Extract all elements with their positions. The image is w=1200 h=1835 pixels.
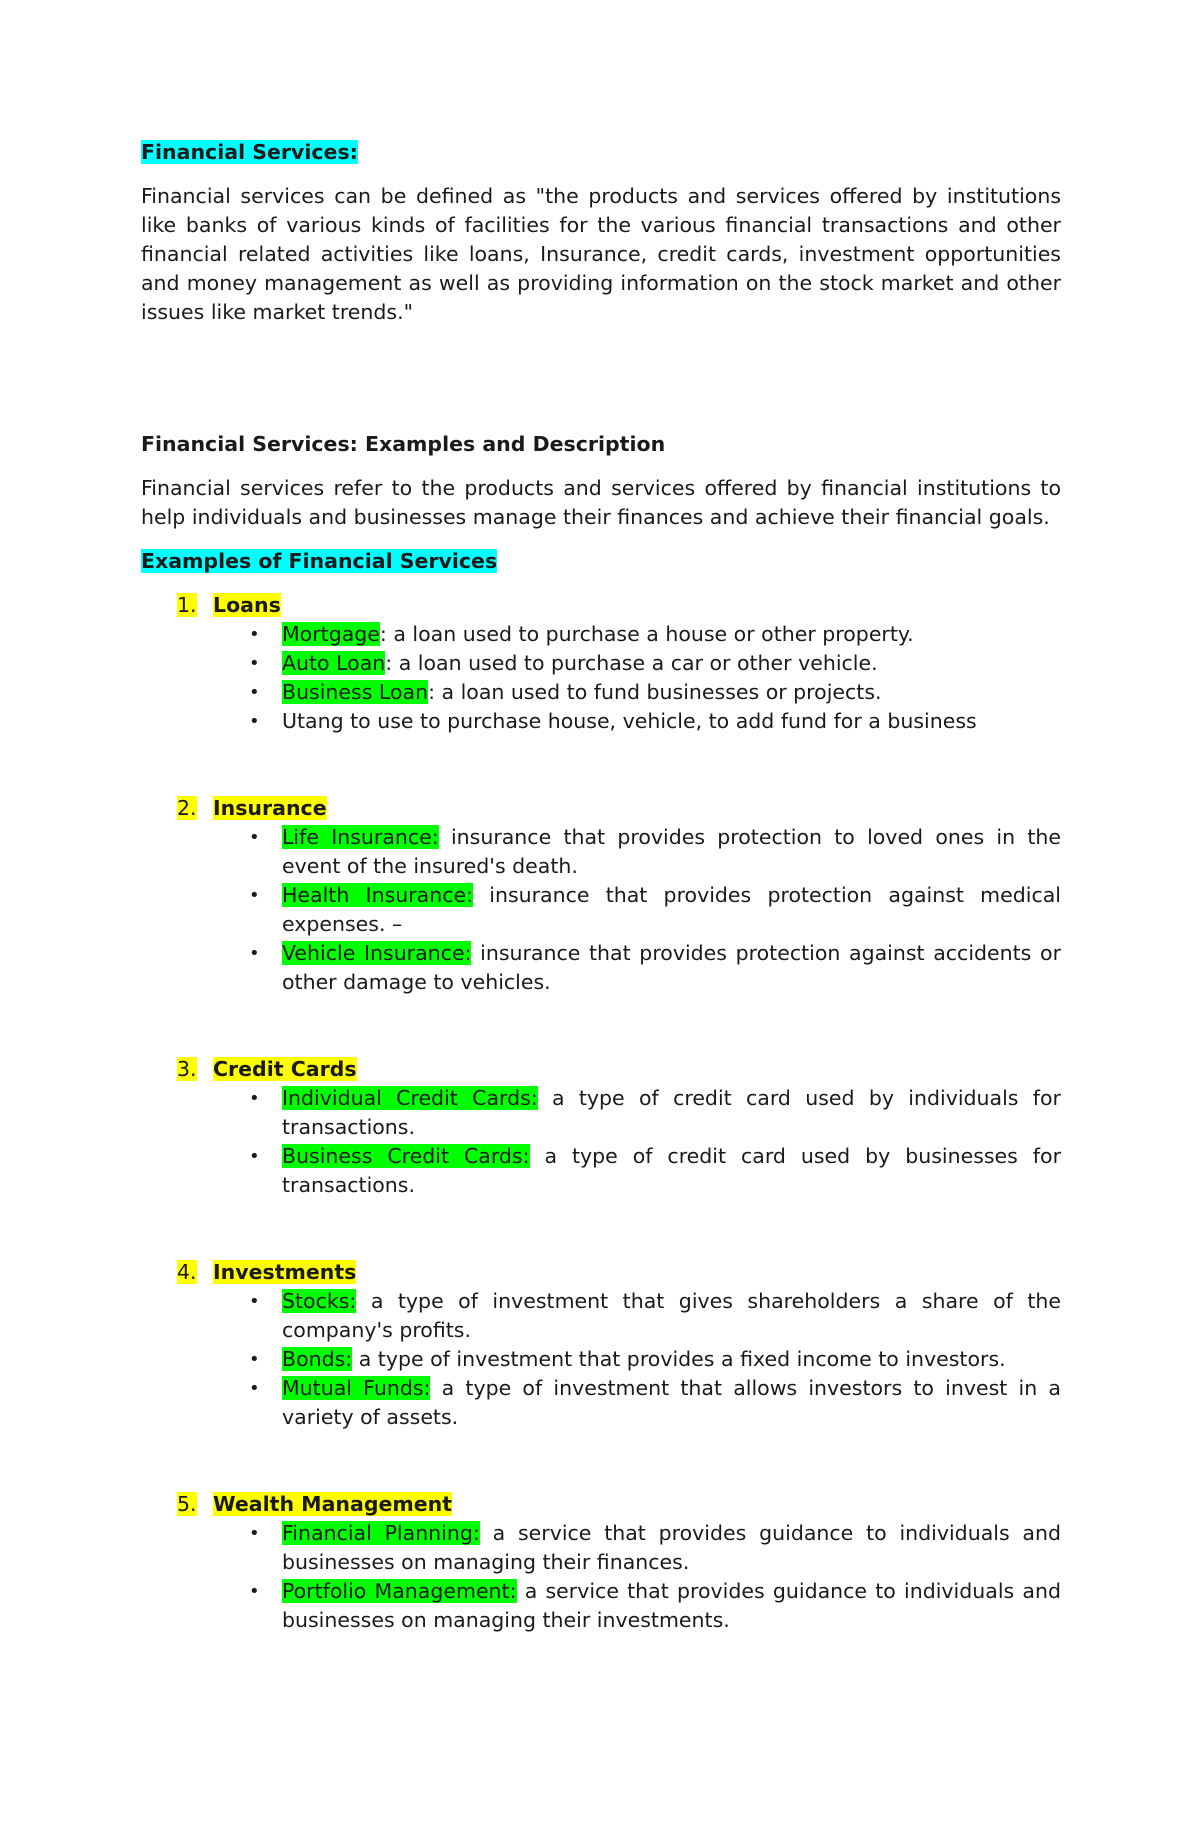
item-description: a type of investment that allows investors to invest in a variety of assets. <box>282 1376 1061 1429</box>
section-title-text: Credit Cards <box>213 1057 357 1081</box>
section-title <box>177 591 1061 620</box>
item-term: Bonds: <box>282 1347 353 1371</box>
section-title <box>177 1258 1061 1287</box>
bullet-list <box>141 1519 1061 1635</box>
list-item <box>249 678 1061 707</box>
bullet-icon: • <box>249 682 260 703</box>
definition-paragraph: Financial services can be defined as "the products and services offered by institutions like banks of various kinds of facilities for the various financial transactions and other financial related activities like loans, Insurance, credit cards, investment opportunities and money management as well as providing information on the stock market and other issues like market trends." <box>141 184 1061 324</box>
section-title-text: Loans <box>213 593 281 617</box>
list-item <box>249 881 1061 939</box>
item-description: a type of credit card used by businesses for transactions. <box>282 1144 1061 1197</box>
bullet-list <box>141 1287 1061 1432</box>
section-number: 1. <box>177 593 197 617</box>
item-term: Auto Loan <box>282 651 386 675</box>
section-title-text: Insurance <box>213 796 327 820</box>
bullet-list <box>141 823 1061 997</box>
list-item <box>249 1519 1062 1577</box>
section-title-text: Investments <box>213 1260 357 1284</box>
item-description: a type of investment that gives shareholders a share of the company's profits. <box>282 1289 1061 1342</box>
bullet-icon: • <box>249 1088 260 1109</box>
item-description: a service that provides guidance to individuals and businesses on managing their investments. <box>282 1579 1061 1632</box>
bullet-icon: • <box>249 1349 260 1370</box>
bullet-icon: • <box>249 653 260 674</box>
section-title <box>177 1490 1061 1519</box>
list-item <box>249 823 1061 881</box>
section-insurance <box>141 794 1061 997</box>
item-term: Business Credit Cards: <box>282 1144 530 1168</box>
section-number: 5. <box>177 1492 197 1516</box>
list-item <box>249 1084 1061 1142</box>
section-title-text: Wealth Management <box>213 1492 453 1516</box>
intro-paragraph: Financial services refer to the products and services offered by financial institutions to help individuals and businesses manage their finances and achieve their financial goals. <box>141 476 1061 529</box>
item-term: Mortgage <box>282 622 380 646</box>
section-title <box>177 794 1061 823</box>
item-description: a service that provides guidance to individuals and businesses on managing their finances. <box>282 1521 1062 1574</box>
bullet-icon: • <box>249 1378 260 1399</box>
bullet-icon: • <box>249 1291 260 1312</box>
list-item <box>249 649 1061 678</box>
item-description: insurance that provides protection against accidents or other damage to vehicles. <box>282 941 1061 994</box>
list-item <box>249 939 1061 997</box>
section-number: 3. <box>177 1057 197 1081</box>
item-term: Stocks: <box>282 1289 357 1313</box>
section-investments <box>141 1258 1061 1432</box>
item-term: Individual Credit Cards: <box>282 1086 538 1110</box>
item-description: insurance that provides protection against medical expenses. – <box>282 883 1061 936</box>
item-description: a type of credit card used by individuals for transactions. <box>282 1086 1061 1139</box>
heading-financial-services: Financial Services: <box>141 140 358 164</box>
list-item <box>249 1287 1061 1345</box>
item-description: : a loan used to fund businesses or projects. <box>428 680 882 704</box>
item-description: : a loan used to purchase a car or other vehicle. <box>385 651 878 675</box>
document-content <box>141 138 1061 1635</box>
bullet-icon: • <box>249 711 260 732</box>
section-wealth-management <box>141 1490 1061 1635</box>
section-number: 4. <box>177 1260 197 1284</box>
list-item <box>249 1142 1061 1200</box>
bullet-icon: • <box>249 943 260 964</box>
bullet-list <box>141 620 1061 736</box>
list-item <box>249 620 1061 649</box>
item-description: Utang to use to purchase house, vehicle, to add fund for a business <box>282 709 977 733</box>
item-term: Life Insurance: <box>282 825 439 849</box>
item-description: a type of investment that provides a fixed income to investors. <box>352 1347 1006 1371</box>
item-term: Health Insurance: <box>282 883 474 907</box>
bullet-list <box>141 1084 1061 1200</box>
list-item <box>249 1374 1061 1432</box>
list-item <box>249 1345 1061 1374</box>
bullet-icon: • <box>249 1146 260 1167</box>
bullet-icon: • <box>249 1581 260 1602</box>
list-item <box>249 707 1061 736</box>
section-credit-cards <box>141 1055 1061 1200</box>
section-loans <box>141 591 1061 736</box>
section-title <box>177 1055 1061 1084</box>
item-term: Business Loan <box>282 680 429 704</box>
section-number: 2. <box>177 796 197 820</box>
bullet-icon: • <box>249 827 260 848</box>
sections-list <box>141 591 1061 1635</box>
item-term: Financial Planning: <box>282 1521 480 1545</box>
heading-examples: Examples of Financial Services <box>141 549 498 573</box>
bullet-icon: • <box>249 624 260 645</box>
bullet-icon: • <box>249 1523 260 1544</box>
item-term: Vehicle Insurance: <box>282 941 472 965</box>
item-term: Portfolio Management: <box>282 1579 517 1603</box>
bullet-icon: • <box>249 885 260 906</box>
heading-examples-description: Financial Services: Examples and Description <box>141 432 666 456</box>
list-item <box>249 1577 1061 1635</box>
item-description: : a loan used to purchase a house or other property. <box>379 622 914 646</box>
item-term: Mutual Funds: <box>282 1376 431 1400</box>
item-description: insurance that provides protection to loved ones in the event of the insured's death. <box>282 825 1061 878</box>
